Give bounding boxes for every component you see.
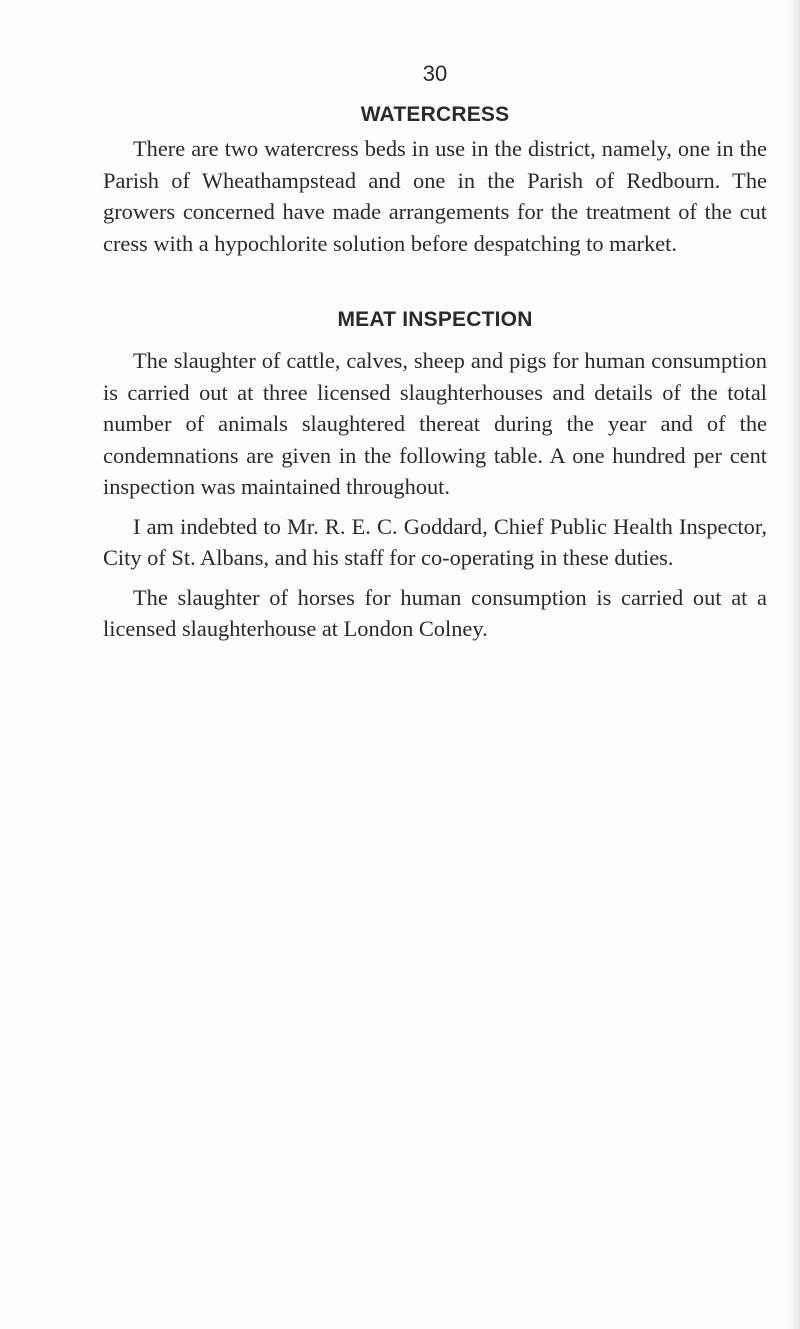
watercress-paragraph: There are two watercress beds in use in the district, namely, one in the Parish of Wheathampstead and one in the Parish of Redbourn. The growers concerned have made arrangements for the treatment of the cut cress with a hypochlorite solution before despatching to market. [103,136,767,256]
meat-inspection-paragraph-2: I am indebted to Mr. R. E. C. Goddard, Chief Public Health Inspector, City of St. Albans, and his staff for co-operating in these duties. [103,513,767,570]
section-watercress [103,100,767,259]
page-edge-shadow [790,0,800,1329]
section-heading-meat-inspection: MEAT INSPECTION [337,308,533,331]
meat-inspection-paragraph-3: The slaughter of horses for human consumption is carried out at a licensed slaughterhouse at London Colney. [103,584,767,641]
page-number: 30 [422,61,448,86]
section-heading-watercress: WATERCRESS [360,103,510,126]
document-page [103,58,767,645]
meat-inspection-paragraph-1: The slaughter of cattle, calves, sheep and pigs for human consumption is carried out at three licensed slaughterhouses and details of the total number of animals slaughtered thereat during the year and of the condemnations are given in the following table. A one hundred per cent inspection was maintained throughout. [103,348,767,499]
section-meat-inspection [103,305,767,645]
